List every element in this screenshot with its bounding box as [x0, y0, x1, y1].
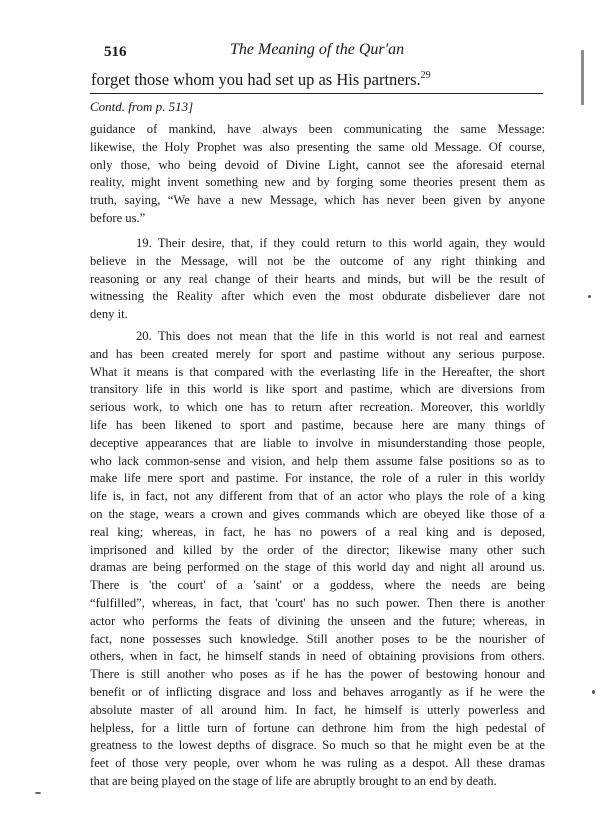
text-line: helpless, for a little turn of fortune can dethrone him from the high pedestal of [90, 720, 545, 735]
text-line: deceptive appearances that are liable to involve in misunderstanding those people, [90, 435, 545, 450]
verse-text: forget those whom you had set up as His partners. [91, 70, 421, 89]
text-line: 19. Their desire, that, if they could return to this world again, they would [136, 236, 545, 250]
text-line: likewise, the Holy Prophet was also presenting the same old Message. Of course, [90, 139, 545, 154]
text-line: There is still another who poses as if he has the power of bestowing honour and [90, 667, 545, 682]
text-line: reasoning or any real change of their hearts and minds, but will be the result of [90, 271, 545, 286]
text-line: only those, who being devoid of Divine Light, cannot see the aforesaid eternal [90, 157, 545, 172]
scan-speck [35, 792, 41, 794]
text-line: transitory life in this world is like sport and pastime, which are diversions from [90, 382, 545, 397]
commentary-paragraph [90, 121, 545, 228]
text-line: absolute master of all around him. In fact, he himself is utterly powerless and [90, 702, 545, 717]
text-line: deny it. [90, 307, 128, 322]
text-line: that are being played on the stage of life are abruptly brought to an end by death. [90, 773, 497, 788]
text-line: guidance of mankind, have always been communicating the same Message: [90, 122, 545, 136]
text-line: and has been created merely for sport and pastime without any serious purpose. [90, 346, 545, 361]
text-line: witnessing the Reality after which even the most obdurate disbeliever dare not [90, 289, 545, 304]
page-number: 516 [104, 44, 127, 60]
footnote-ref: 29 [420, 70, 431, 81]
text-line: greatness to the lowest depths of disgrace. So much so that he might even be at the [90, 738, 545, 753]
text-line: 20. This does not mean that the life in this world is not real and earnest [136, 329, 545, 343]
continued-note: Contd. from p. 513] [90, 99, 194, 114]
text-line: actor who performs the feats of divining the unseen and the future; whereas, in [90, 613, 545, 628]
text-line: benefit or of inflicting disgrace and loss and behaves arrogantly as if he were the [90, 684, 545, 699]
text-line: who lack common-sense and vision, and help them assume false positions so as to [90, 453, 545, 468]
note-paragraph-19 [90, 235, 545, 324]
text-line: before us.” [90, 210, 146, 225]
text-line: life is, in fact, not any different from that of an actor who plays the role of a king [90, 489, 545, 504]
text-line: dramas are being performed on the stage of this world day and night all around us. [90, 560, 545, 575]
scan-edge-mark [581, 50, 584, 105]
running-title: The Meaning of the Qur'an [230, 41, 405, 58]
text-line: imprisoned and killed by the order of the director; likewise many other such [90, 542, 545, 557]
text-line: real king; whereas, in fact, he has no powers of a real king and is deposed, [90, 524, 545, 539]
separator-rule [90, 93, 543, 94]
text-line: serious work, to which one has to return after recreation. Moreover, this worldly [90, 400, 545, 415]
note-paragraph-20 [90, 328, 545, 791]
text-line: There is 'the court' of a 'saint' or a goddess, where the needs are being [90, 578, 545, 593]
text-line: believe in the Message, will not be the outcome of any right thinking and [90, 253, 545, 268]
text-line: make life mere sport and pastime. For instance, the role of a ruler in this worldy [90, 471, 545, 486]
text-line: fact, none possesses such knowledge. Still another poses to be the nourisher of [90, 631, 545, 646]
text-line: feet of those very people, over whom he was ruling as a despot. All these dramas [90, 756, 545, 771]
text-line: truth, saying, “We have a new Message, which has never been given by anyone [90, 193, 545, 208]
text-line: “fulfilled”, whereas, in fact, that 'court' has no such power. Then there is another [90, 595, 545, 610]
text-line: What it means is that compared with the everlasting life in the Hereafter, the short [90, 364, 545, 379]
text-line: others, when in fact, he himself stands in need of obtaining provisions from others. [90, 649, 545, 664]
text-line: reality, might invent something new and by forging some theories present them as [90, 175, 545, 190]
text-line: life has been likened to sport and pastime, because here are many things of [90, 417, 545, 432]
verse-continuation-line [91, 66, 563, 90]
scan-speck [592, 690, 595, 694]
text-line: on the stage, wears a crown and gives commands which are obeyed like those of a [90, 506, 545, 521]
scan-speck [588, 295, 591, 298]
